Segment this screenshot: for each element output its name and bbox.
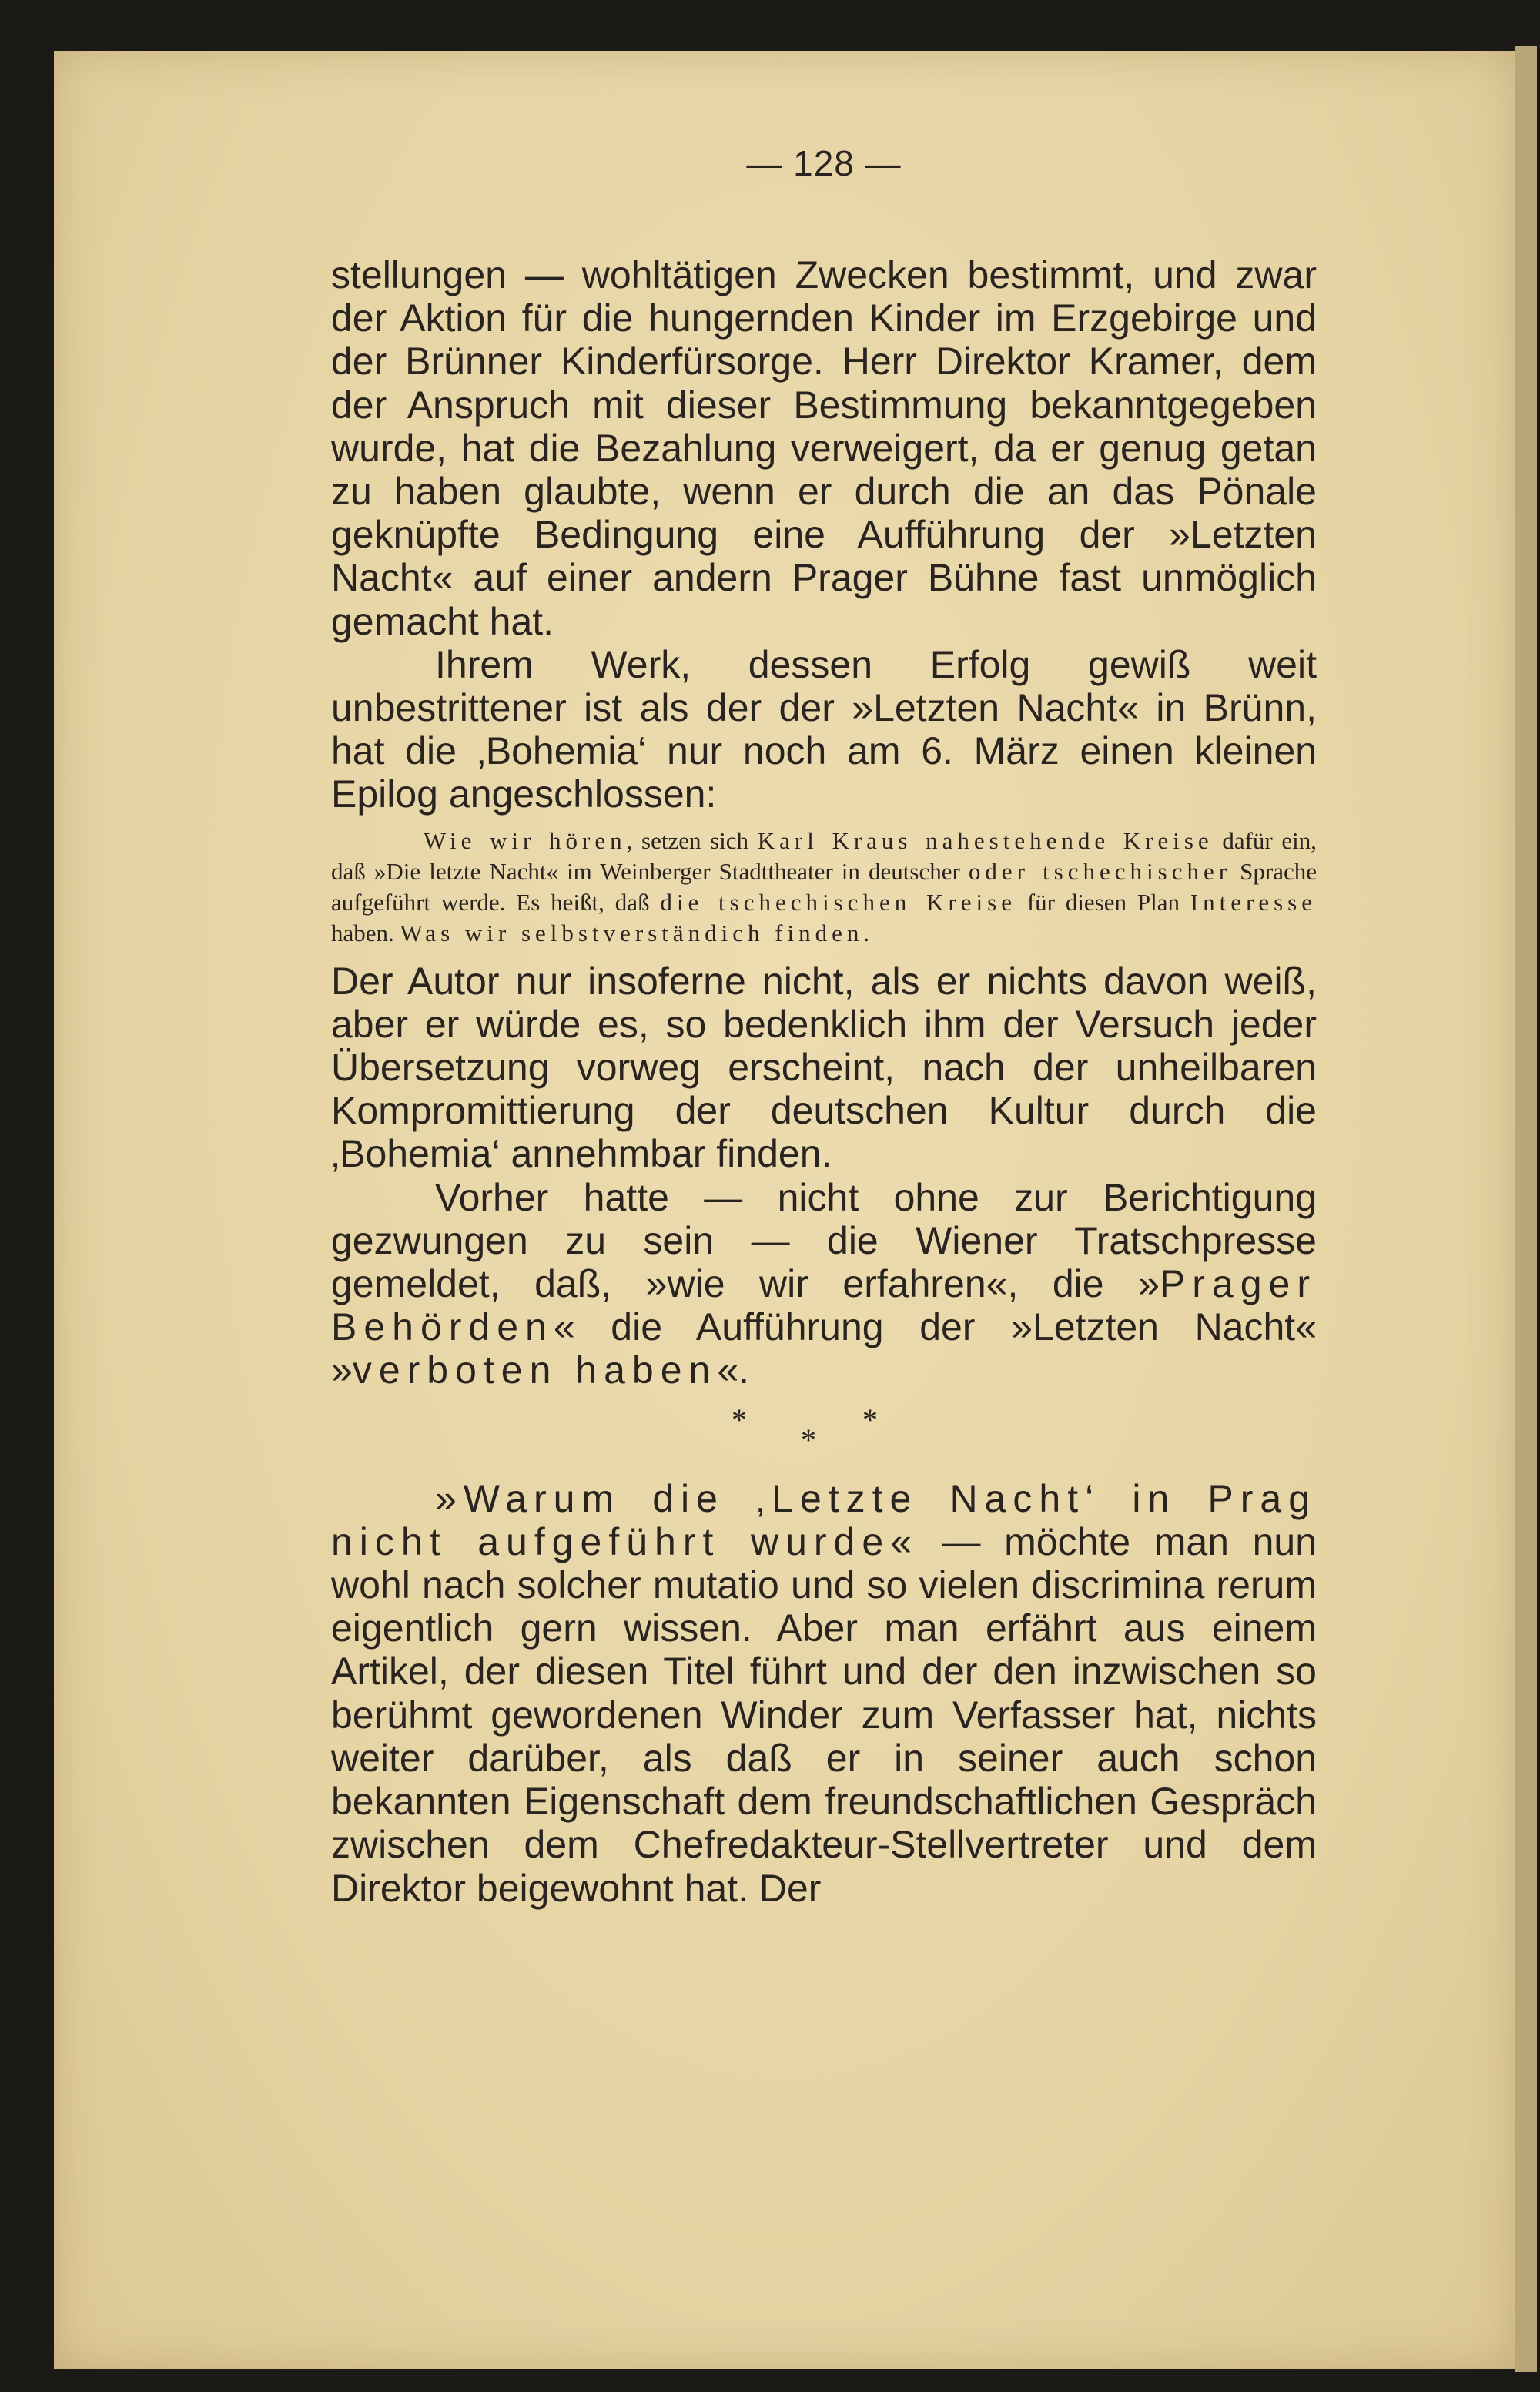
quote-text-8: für diesen Plan — [1016, 888, 1190, 916]
para4-spaced-2: Prager Behörden — [331, 1262, 1317, 1349]
quote-text-4: dafür ein, daß »Die letzte Nacht« im Weinberger Stadttheater in deutscher — [331, 826, 1317, 885]
bohemia-quote — [331, 826, 1317, 949]
asterisk-right: * — [862, 1402, 878, 1437]
paragraph-3: Der Autor nur insoferne nicht, als er nichts davon weiß, aber er würde es, so bedenklich ihm der Versuch jeder Übersetzung vorweg erscheint, nach der unheilbaren Kompromittierung der deutschen Kultur durch die ‚Bohemia‘ annehmbar finden. — [331, 959, 1317, 1176]
quote-text-6: Sprache aufgeführt werde. Es heißt, daß — [331, 857, 1317, 916]
quote-spaced-5: oder tschechischer — [968, 857, 1232, 885]
para5-spaced-1: »Warum die ‚Letzte Nacht‘ in Prag nicht aufgeführt wurde« — [331, 1476, 1317, 1563]
quote-text-10: haben. — [331, 919, 400, 946]
page-edge-strip — [1515, 46, 1537, 2372]
quote-spaced-1: Wie wir hören — [424, 826, 627, 854]
paragraph-5 — [331, 1477, 1317, 1910]
para4-text-1: Vorher hatte — nicht ohne zur Berichtigung gezwungen zu sein — die Wiener Tratschpresse gemeldet, daß, »wie wir erfahren«, die » — [331, 1175, 1317, 1306]
quote-spaced-11: Was wir selbstverständich finden. — [400, 919, 875, 946]
section-divider — [331, 1392, 1317, 1477]
asterisk-middle: * — [801, 1422, 816, 1457]
para5-text-2: — möchte man nun wohl nach solcher mutatio und so vielen discrimina rerum eigentlich gern wissen. Aber man erfährt aus einem Artikel, der diesen Titel führt und der den inzwischen so berühmt gewordenen Winder zum Verfasser hat, nichts weiter darüber, als daß er in seiner auch schon bekannten Eigenschaft dem freundschaftlichen Gespräch zwischen dem Chefredakteur-Stellvertreter und dem Direktor beigewohnt hat. Der — [331, 1519, 1317, 1910]
paragraph-4 — [331, 1176, 1317, 1392]
asterisk-left: * — [732, 1402, 747, 1437]
quote-spaced-7: die tschechischen Kreise — [660, 888, 1016, 916]
para4-text-5: «. — [717, 1348, 750, 1392]
paragraph-1: stellungen — wohltätigen Zwecken bestimmt, und zwar der Aktion für die hungernden Kinder im Erzgebirge und der Brünner Kinderfürsorge. Herr Direktor Kramer, dem der Anspruch mit dieser Bestimmung bekanntgegeben wurde, hat die Bezahlung verweigert, da er genug getan zu haben glaubte, wenn er durch die an das Pönale geknüpfte Bedingung eine Aufführung der »Letzten Nacht« auf einer andern Prager Bühne fast unmöglich gemacht hat. — [331, 253, 1317, 643]
quote-text-2: , setzen sich — [626, 826, 758, 854]
para4-text-3: « die Aufführung der »Letzten Nacht« » — [331, 1305, 1317, 1392]
page-text-block — [331, 142, 1317, 1910]
para4-spaced-4: verboten haben — [352, 1348, 718, 1392]
quote-spaced-9: Interesse — [1190, 888, 1317, 916]
quote-spaced-3: Karl Kraus nahestehende Kreise — [757, 826, 1214, 854]
page-number: — 128 — — [746, 143, 902, 183]
paragraph-2: Ihrem Werk, dessen Erfolg gewiß weit unbestrittener ist als der der »Letzten Nacht« in Brünn, hat die ‚Bohemia‘ nur noch am 6. März einen kleinen Epilog angeschlossen: — [331, 642, 1317, 816]
